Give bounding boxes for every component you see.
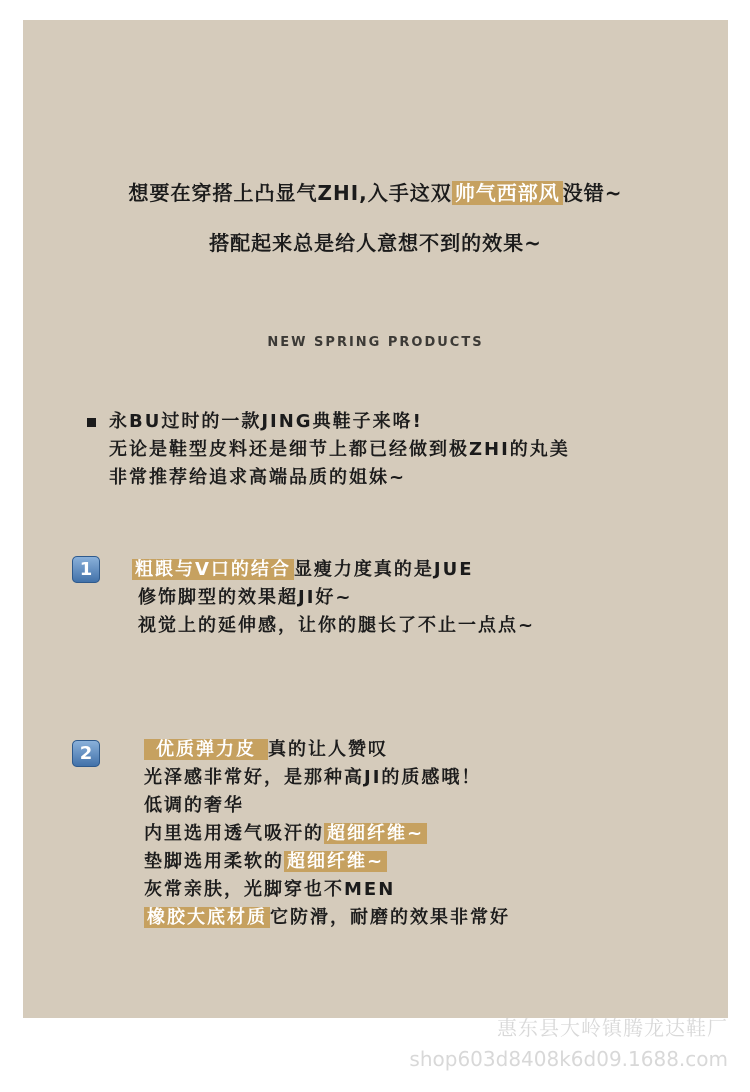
section-2-line-7	[144, 904, 510, 932]
intro-text-end: 没错~	[562, 181, 623, 205]
number-1-icon: 1	[72, 556, 100, 583]
bullet-square-icon	[87, 418, 96, 427]
section-1-line-3: 视觉上的延伸感，让你的腿长了不止一点点~	[138, 615, 536, 636]
text: 真的让人赞叹	[268, 739, 388, 760]
section-1-line-2: 修饰脚型的效果超JI好~	[138, 587, 353, 608]
highlight: 粗跟与V口的结合	[132, 559, 294, 580]
text: 它防滑，耐磨的效果非常好	[270, 907, 510, 928]
intro-line-1	[23, 178, 728, 208]
highlight: 优质弹力皮	[144, 739, 268, 760]
section-1-line-1	[132, 556, 535, 584]
number-2-icon: 2	[72, 740, 100, 767]
bullet-line: 无论是鞋型皮料还是细节上都已经做到极ZHI的丸美	[109, 439, 570, 460]
intro-line-2: 搭配起来总是给人意想不到的效果~	[209, 231, 542, 255]
section-2-line-2: 光泽感非常好，是那种高JI的质感哦！	[144, 767, 482, 788]
section-2-line-6: 灰常亲肤，光脚穿也不MEN	[144, 879, 396, 900]
intro-text: 想要在穿搭上凸显气ZHI,入手这双	[128, 181, 452, 205]
text: 内里选用透气吸汗的	[144, 823, 324, 844]
highlight: 超细纤维~	[324, 823, 427, 844]
section-2-line-4	[144, 820, 510, 848]
intro-highlight: 帅气西部风	[452, 181, 563, 205]
highlight: 橡胶大底材质	[144, 907, 270, 928]
section-2-line-5	[144, 848, 510, 876]
bullet-line: 永BU过时的一款JING典鞋子来咯!	[109, 411, 423, 432]
section-2-line-1	[144, 736, 510, 764]
text: 垫脚选用柔软的	[144, 851, 284, 872]
watermark-company: 惠东县大岭镇腾龙达鞋厂	[497, 1016, 728, 1040]
section-2-line-3: 低调的奢华	[144, 795, 244, 816]
highlight: 超细纤维~	[284, 851, 387, 872]
text: 显瘦力度真的是JUE	[293, 559, 474, 580]
bullet-line: 非常推荐给追求高端品质的姐妹~	[109, 467, 407, 488]
section-subtitle: NEW SPRING PRODUCTS	[267, 335, 484, 350]
watermark-shop-url: shop603d8408k6d09.1688.com	[409, 1047, 728, 1071]
